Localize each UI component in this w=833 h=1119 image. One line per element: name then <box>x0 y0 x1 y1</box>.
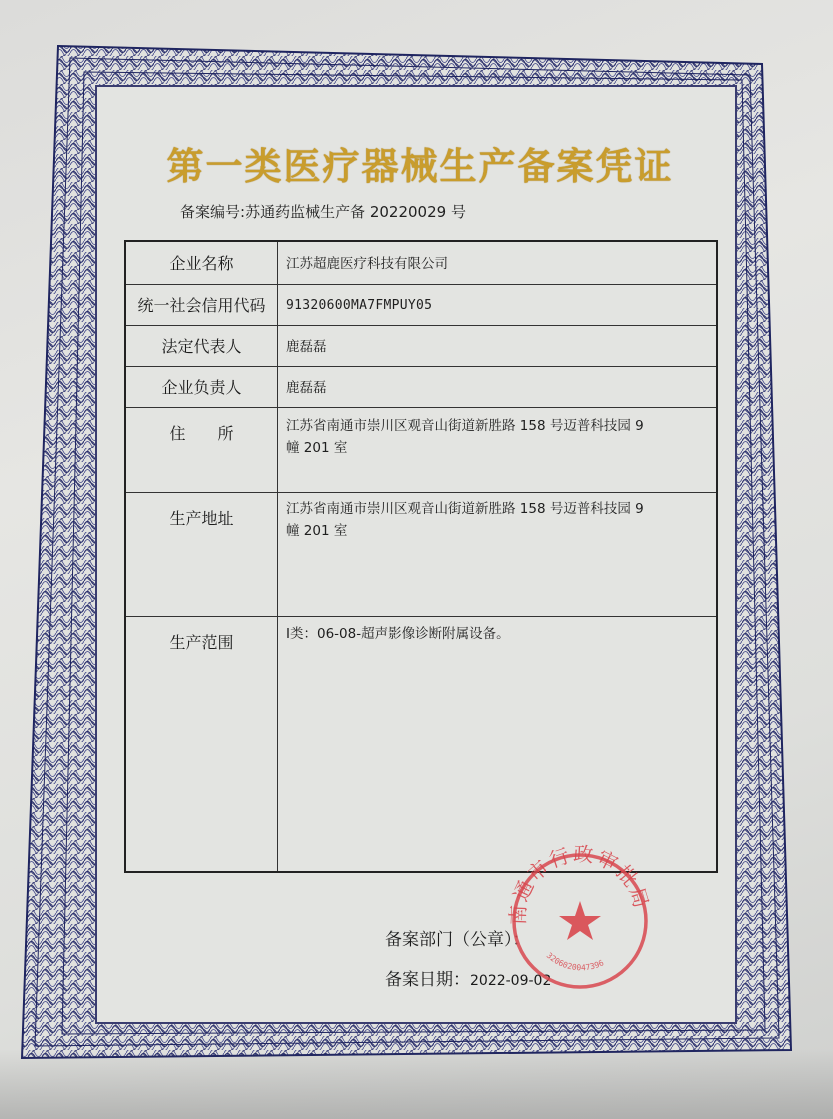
table-row-production-address <box>126 493 716 617</box>
record-number <box>180 201 466 222</box>
table-row-manager <box>126 367 716 408</box>
row-label: 企业名称 <box>126 242 278 284</box>
table-row-credit-code <box>126 285 716 326</box>
row-value: 鹿磊磊 <box>286 339 327 355</box>
record-number-value: 苏通药监械生产备 20220029 号 <box>245 203 466 221</box>
department-label: 备案部门（公章）： <box>385 930 530 950</box>
photo-shadow <box>0 1049 833 1119</box>
row-value: Ⅰ类：06-08-超声影像诊断附属设备。 <box>286 626 510 642</box>
date-value: 2022-09-02 <box>470 973 552 989</box>
row-label: 生产地址 <box>126 493 278 616</box>
row-label: 法定代表人 <box>126 326 278 366</box>
official-seal <box>505 843 655 993</box>
table-row-legal-rep <box>126 326 716 367</box>
row-value <box>286 415 711 459</box>
seal-code: 3206020047396 <box>544 950 606 973</box>
row-label: 生产范围 <box>126 617 278 871</box>
row-value: 江苏超鹿医疗科技有限公司 <box>286 256 448 272</box>
info-table <box>124 240 718 873</box>
row-label: 住 所 <box>126 408 278 492</box>
row-value: 鹿磊磊 <box>286 380 327 396</box>
table-row-production-scope <box>126 617 716 871</box>
record-number-label: 备案编号: <box>180 203 246 221</box>
certificate-title: 第一类医疗器械生产备案凭证 <box>166 144 674 188</box>
row-value <box>286 498 711 542</box>
row-value-line: 幢 201 室 <box>286 523 348 539</box>
row-value-line: 江苏省南通市崇川区观音山街道新胜路 158 号迈普科技园 9 <box>286 418 644 434</box>
row-value: 91320600MA7FMPUY05 <box>286 298 433 313</box>
date-label: 备案日期： <box>385 970 470 990</box>
svg-text:3206020047396 <box>545 951 606 972</box>
row-label: 企业负责人 <box>126 367 278 407</box>
seal-text: 南通市行政审批局 <box>505 843 655 926</box>
row-value-line: 幢 201 室 <box>286 440 348 456</box>
table-row-residence <box>126 408 716 493</box>
row-value-line: 江苏省南通市崇川区观音山街道新胜路 158 号迈普科技园 9 <box>286 501 644 517</box>
table-row-company-name <box>126 242 716 285</box>
row-label: 统一社会信用代码 <box>126 285 278 325</box>
